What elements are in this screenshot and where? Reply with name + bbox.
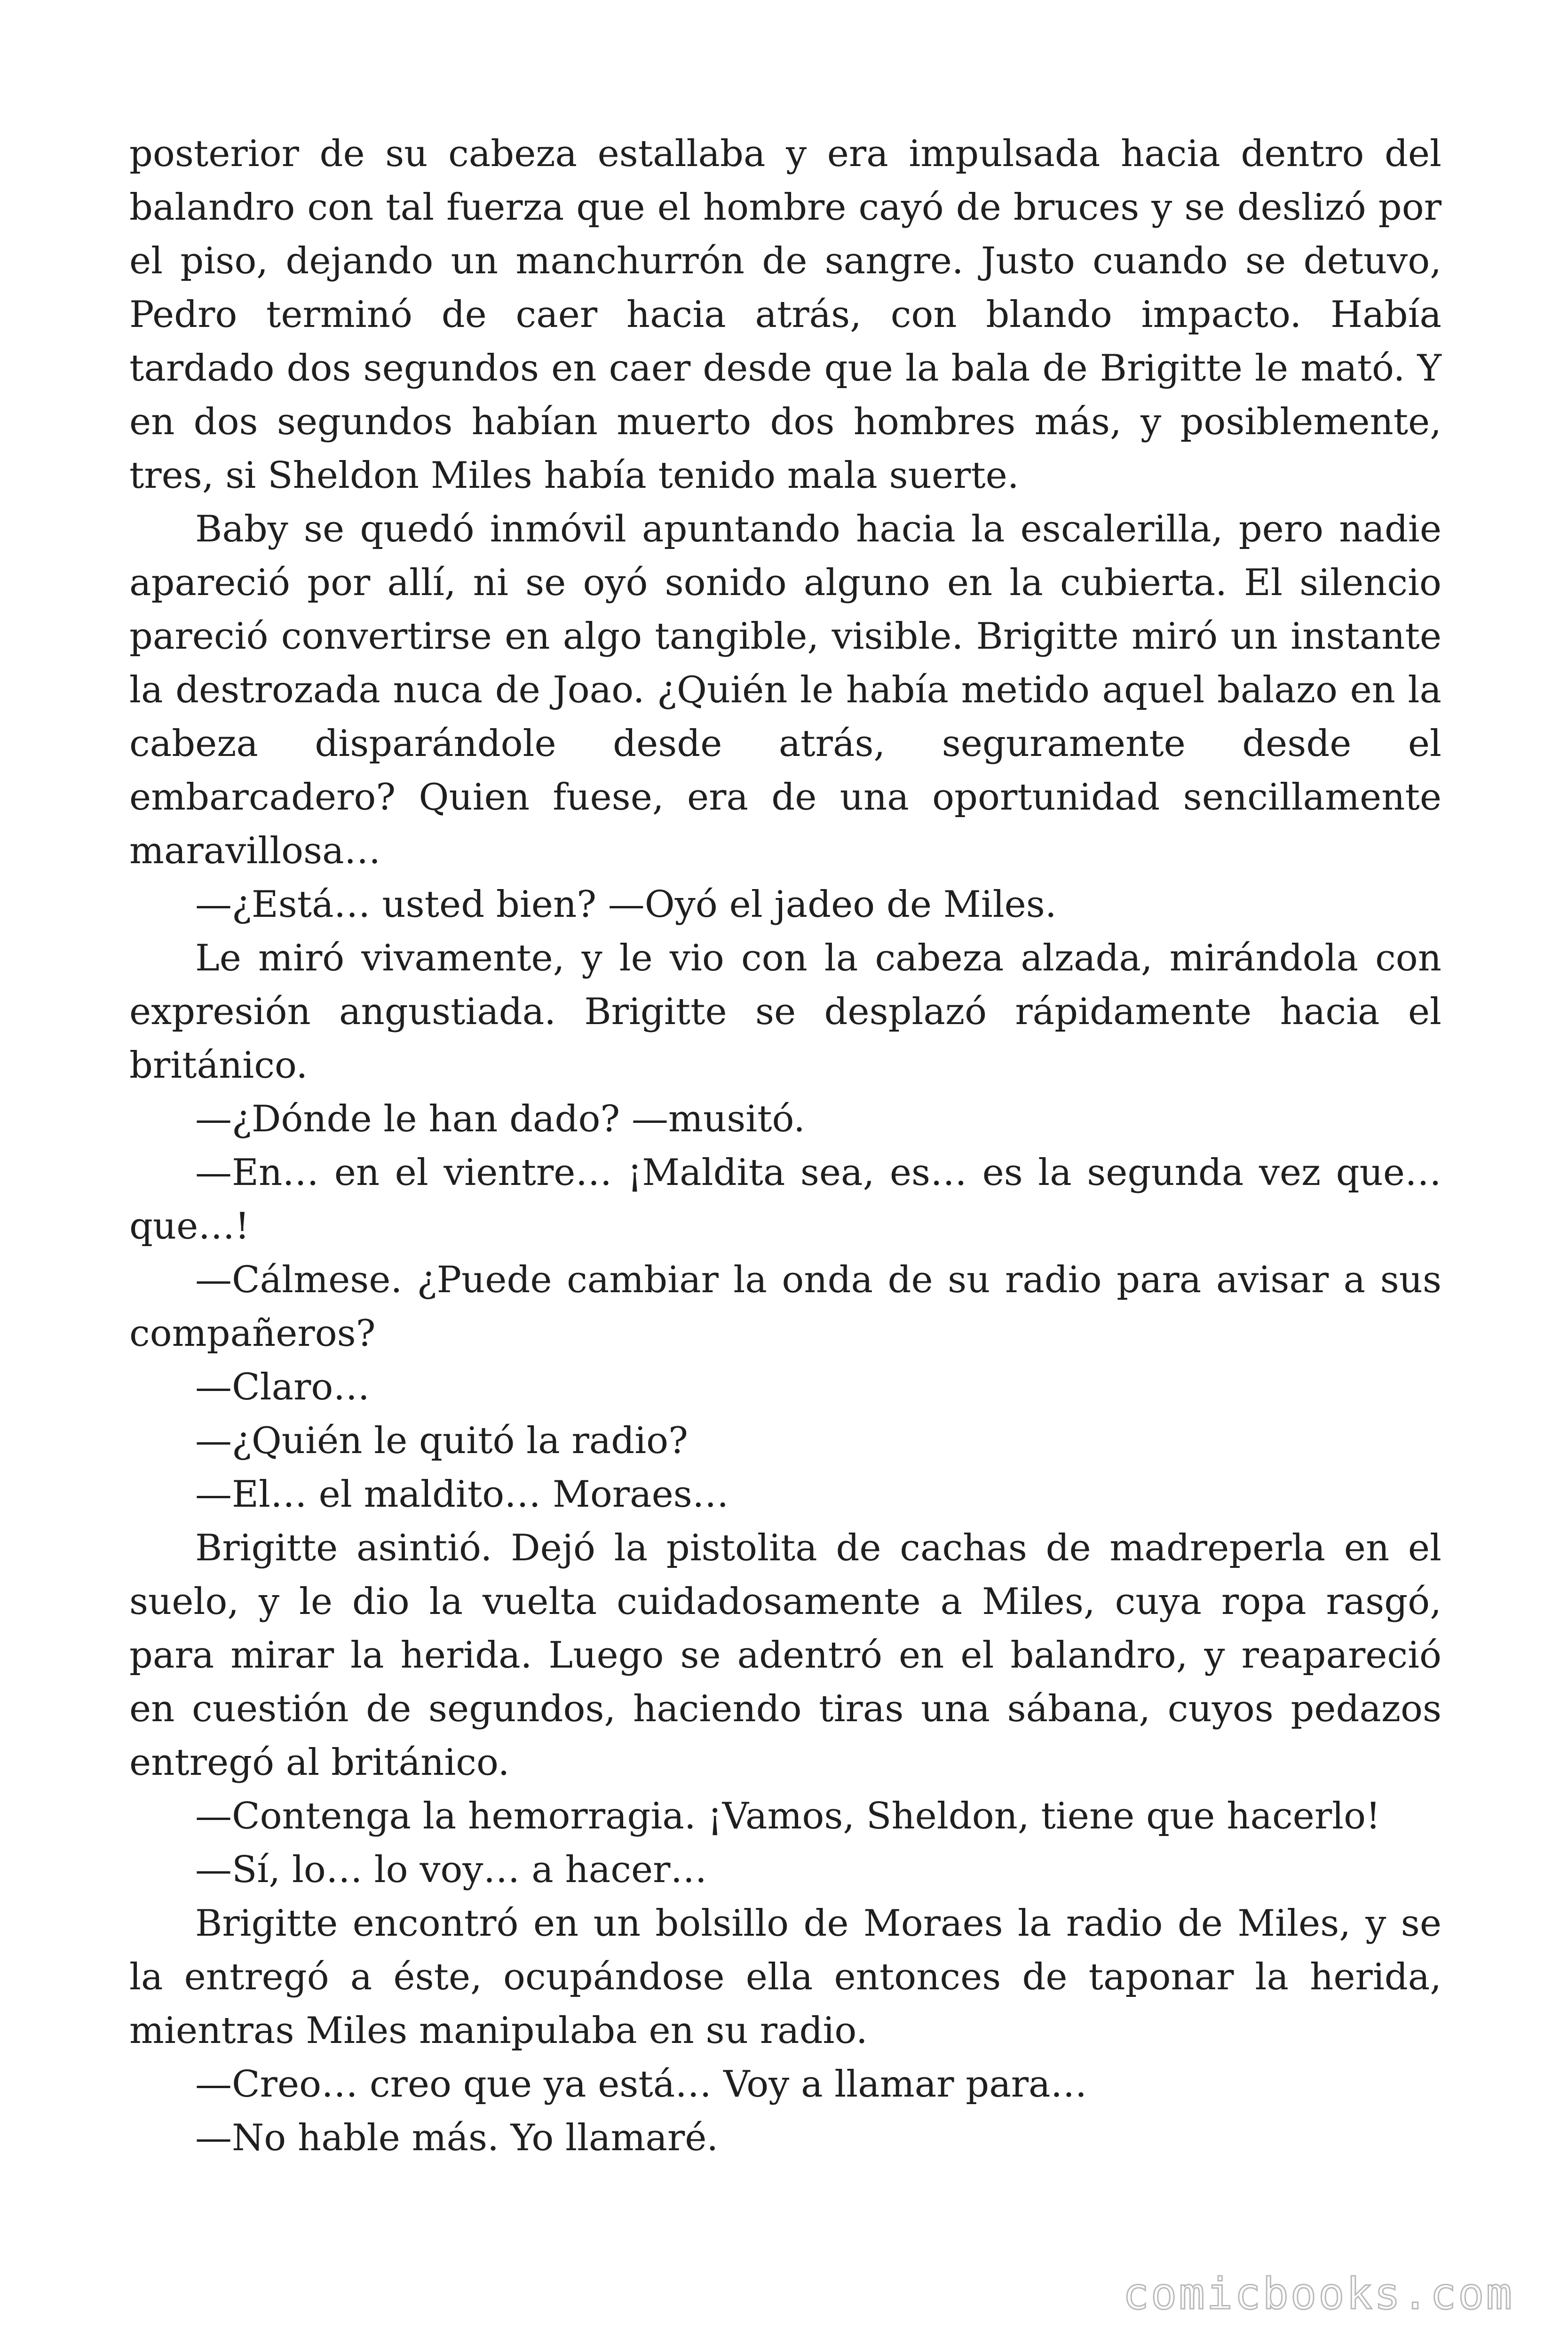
paragraph: —En… en el vientre… ¡Maldita sea, es… es la segunda vez que… que…! xyxy=(129,1152,1441,1248)
paragraph: Baby se quedó inmóvil apuntando hacia la escalerilla, pero nadie apareció por allí, ni se oyó sonido alguno en la cubierta. El silencio pareció convertirse en algo tangible, visible. Brigitte miró un instante la destrozada nuca de Joao. ¿Quién le había metido aquel balazo en la cabeza disparándole desde atrás, seguramente desde el embarcadero? Quien fuese, era de una oportunidad sencillamente maravillosa… xyxy=(129,508,1441,872)
paragraph: —Claro… xyxy=(195,1366,370,1408)
paragraph: —No hable más. Yo llamaré. xyxy=(195,2117,719,2159)
paragraph: —Sí, lo… lo voy… a hacer… xyxy=(195,1849,707,1891)
paragraph: Brigitte asintió. Dejó la pistolita de cachas de madreperla en el suelo, y le dio la vuelta cuidadosamente a Miles, cuya ropa rasgó, para mirar la herida. Luego se adentró en el balandro, y reapareció en cuestión de segundos, haciendo tiras una sábana, cuyos pedazos entregó al británico. xyxy=(129,1527,1441,1784)
paragraph: posterior de su cabeza estallaba y era impulsada hacia dentro del balandro con tal fuerza que el hombre cayó de bruces y se deslizó por el piso, dejando un manchurrón de sangre. Justo cuando se detuvo, Pedro terminó de caer hacia atrás, con blando impacto. Había tardado dos segundos en caer desde que la bala de Brigitte le mató. Y en dos segundos habían muerto dos hombres más, y posiblemente, tres, si Sheldon Miles había tenido mala suerte. xyxy=(129,133,1441,497)
paragraph: —¿Quién le quitó la radio? xyxy=(195,1420,688,1462)
watermark: comicbooks.com xyxy=(1123,2269,1514,2319)
paragraph: —¿Está… usted bien? —Oyó el jadeo de Miles. xyxy=(195,883,1057,926)
paragraph: —Cálmese. ¿Puede cambiar la onda de su radio para avisar a sus compañeros? xyxy=(129,1259,1441,1355)
paragraph: —Contenga la hemorragia. ¡Vamos, Sheldon, tiene que hacerlo! xyxy=(195,1795,1381,1837)
paragraph: Le miró vivamente, y le vio con la cabeza alzada, mirándola con expresión angustiada. Brigitte se desplazó rápidamente hacia el británico. xyxy=(129,937,1441,1087)
paragraph: —Creo… creo que ya está… Voy a llamar para… xyxy=(195,2063,1087,2106)
paragraph: —El… el maldito… Moraes… xyxy=(195,1473,729,1516)
paragraph: —¿Dónde le han dado? —musitó. xyxy=(195,1098,805,1140)
page-body xyxy=(129,127,1441,2165)
paragraph: Brigitte encontró en un bolsillo de Moraes la radio de Miles, y se la entregó a éste, ocupándose ella entonces de taponar la herida, mientras Miles manipulaba en su radio. xyxy=(129,1902,1441,2052)
